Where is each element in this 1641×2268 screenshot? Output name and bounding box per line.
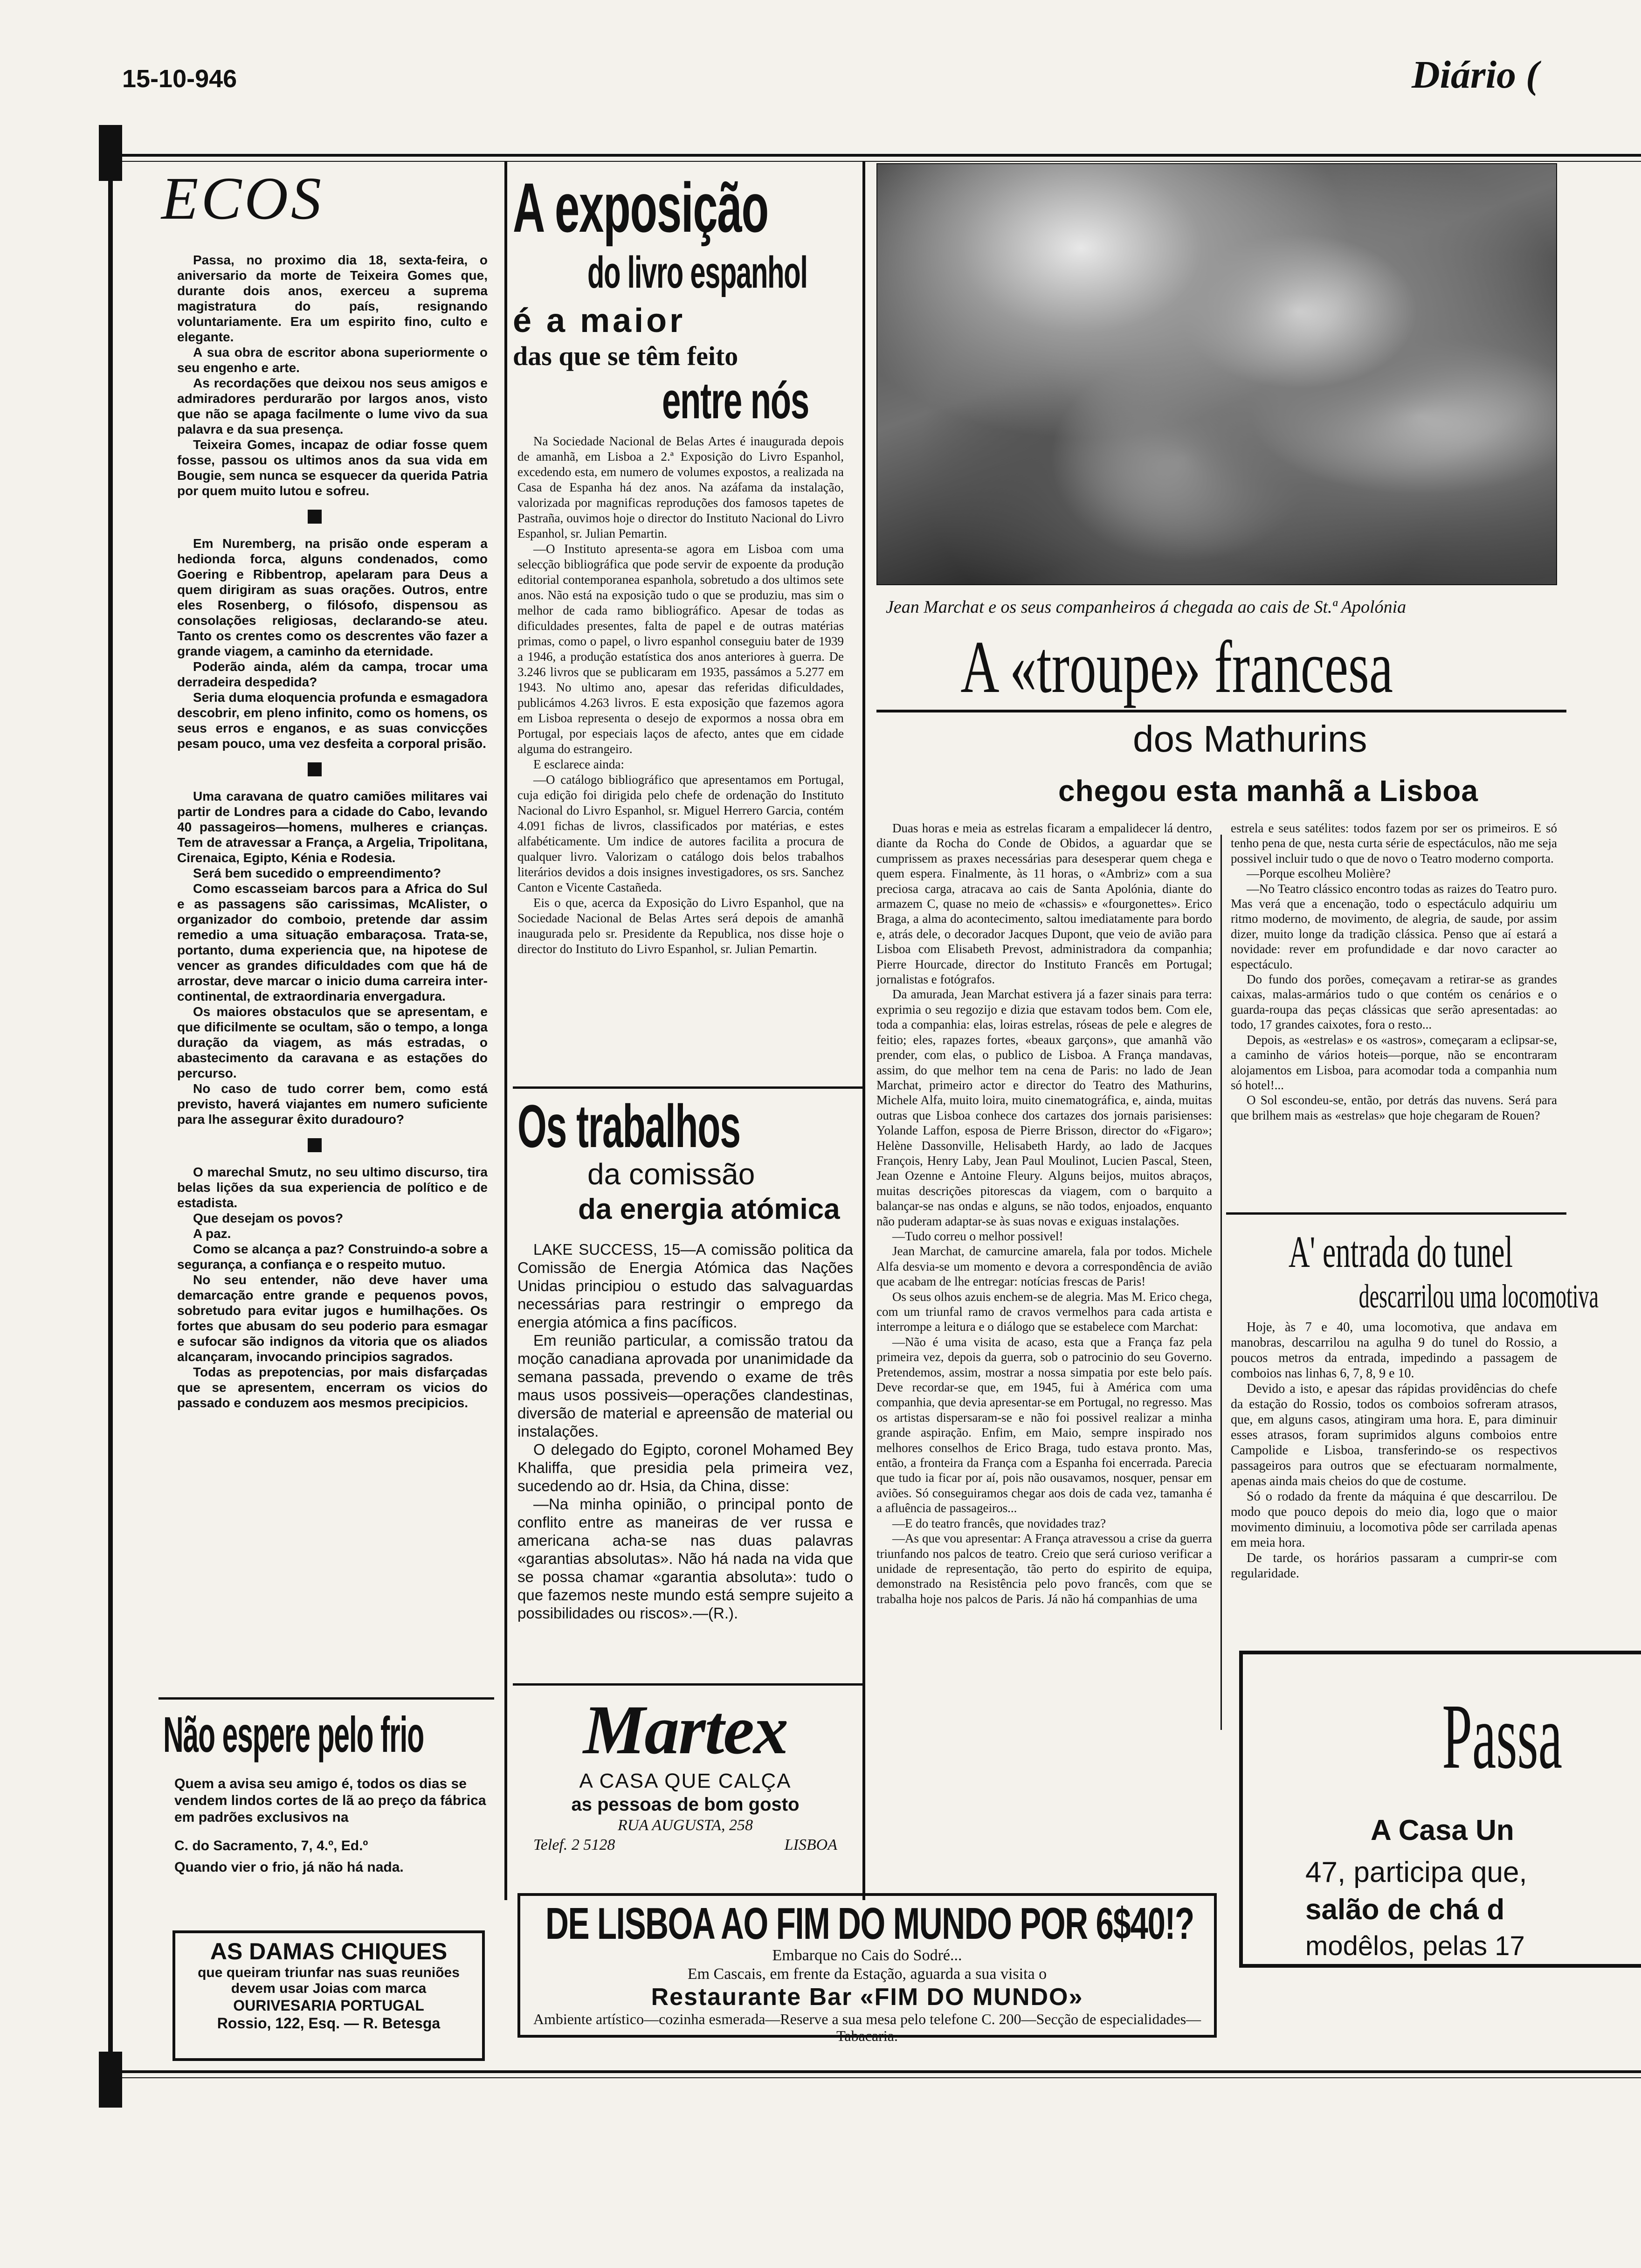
ad-frio-rule-top xyxy=(159,1697,494,1700)
ecos-section-4 xyxy=(135,1164,494,1411)
ecos-p16: Como se alcança a paz? Construindo-a sobre a segurança, a confiança e o respeito mutuo. xyxy=(177,1242,488,1272)
ecos-p11: Os maiores obstaculos que se apresentam, e que dificilmente se ocultam, são o tempo, a longa duração da viagem, as más estradas, o abastecimento da caravana e as estações do percurso. xyxy=(177,1004,488,1080)
ecos-p8: Uma caravana de quatro camiões militares vai partir de Londres para a cidade do Cabo, levando 40 passageiros—homens, mulheres e crianças. Tem de atravessar a França, a Argelia, Tripolitana, Cirenaica, Egipto, Kénia e Rodesia. xyxy=(177,789,488,865)
atomica-p1: LAKE SUCCESS, 15—A comissão politica da Comissão de Energia Atómica das Nações Unidas principiou o estudo das salvaguardas necessárias para restringir o emprego da energia atómica a fins pacíficos. xyxy=(517,1241,853,1331)
atomica-body xyxy=(517,1240,853,1622)
ecos-p14: Que desejam os povos? xyxy=(193,1211,344,1225)
tunel-p2: Devido a isto, e apesar das rápidas providências do chefe da estação do Rossio, todos os comboios sofreram atrasos, que, em alguns casos, atingiram uma hora. E, para diminuir esses atrasos, foram suprimidos alguns comboios entre Campolide e Lisboa, transferindo-se os respectivos passageiros para outros que se efectuaram normalmente, apenas ainda mais cheios do que de costume. xyxy=(1231,1382,1557,1488)
troupe-c2p6: O Sol escondeu-se, então, por detrás das nuvens. Será para que brilhem mais as «estrelas» que hoje chegaram de Rouen? xyxy=(1231,1093,1557,1122)
troupe-c2p3: —No Teatro clássico encontro todas as raizes do Teatro puro. Mas verá que a encenação, todo o espectáculo adquiriu um ritmo moderno, de movimento, de alegria, de saude, por assim dizer, muito longe da tradição clássica. Penso que aí estará a novidade: rever em profundidade e dar novo caracter ao espectáculo. xyxy=(1231,881,1557,971)
ecos-p1: Passa, no proximo dia 18, sexta-feira, o aniversario da morte de Teixeira Gomes que, durante dois anos, exerceu a suprema magistratura do país, resignando voluntariamente. Era um espirito fino, culto e elegante. xyxy=(177,253,488,344)
expo-p3: E esclarece ainda: xyxy=(533,757,624,771)
ad-passa-border-left xyxy=(1239,1651,1243,1968)
atomica-h3: da energia atómica xyxy=(578,1193,840,1225)
atomica-p2: Em reunião particular, a comissão tratou da moção canadiana aprovada por unanimidade da semana passada, prevendo o exame de três maus usos possiveis—operações clandestinas, diversão de material e apreensão de material ou instalações. xyxy=(517,1332,853,1440)
ad-martex-phone: Telef. 2 5128 xyxy=(533,1836,615,1853)
ecos-separator-3 xyxy=(308,1138,322,1152)
ad-damas-brand: OURIVESARIA PORTUGAL xyxy=(233,1997,424,2014)
ecos-p15: A paz. xyxy=(193,1226,231,1241)
ecos-p18: Todas as prepotencias, por mais disfarçadas que se apresentem, encerram os vicios do passado e conduzem aos mesmos precipicios. xyxy=(177,1365,488,1410)
troupe-c1p2: Da amurada, Jean Marchat estivera já a fazer sinais para terra: exprimia o seu regozijo e dizia que estavam todos bem. Com ele, toda a companhia: elas, loiras estrelas, róseas de pele e alegres de feitio; eles, rapazes fortes, «beaux garçons», que amanhã vão prender, com elas, o publico de Lisboa. A França mandavas, assim, do que melhor tem na cena de Paris: no lado de Jean Marchat, primeiro actor e director do Teatro des Mathurins, Michele Alfa, muito loira, muito cinematográfica, e, ainda, muitas outras que Lisboa conhece dos cartazes dos jornais parisienses: Yolande Laffon, esposa de Pierre Brisson, director do «Figaro»; Helène Dassonville, Helisabeth Hardy, ao lado de Jacques François, Henry Laby, Jean Paul Moulinot, Lucien Pascal, Steen, Jean Ozenne e Antoine Fleury. Alguns beijos, muitos abraços, muitas descrições pitorescas da viagem, com o barquito a balançar-se nas ondas e alguns, se não todos, enjoados, enquanto não puderam adaptar-se às suas novas e exiguas instalações. xyxy=(876,987,1212,1228)
troupe-h1: A «troupe» francesa xyxy=(960,625,1393,708)
troupe-c2p5: Depois, as «estrelas» e os «astros», começaram a eclipsar-se, a caminho de vários hoteis—porque, não se encontraram alojamentos em Lisboa, para acomodar toda a companhia num só hotel!... xyxy=(1231,1032,1557,1092)
atomica-h2: da comissão xyxy=(587,1157,755,1191)
tunel-p3: Só o rodado da frente da máquina é que descarrilou. De modo que pouco depois do meio dia, logo que o maior movimento diminuiu, a locomotiva pôde ser carrilada apenas em meia hora. xyxy=(1231,1489,1557,1550)
ad-martex-city: LISBOA xyxy=(784,1836,837,1853)
tunel-p1: Hoje, às 7 e 40, uma locomotiva, que andava em manobras, descarrilou na agulha 9 do tunel do Rossio, a poucos metros da entrada, impedindo a passagem de comboios nas linhas 6, 7, 8, 9 e 10. xyxy=(1231,1320,1557,1381)
header-date: 15-10-946 xyxy=(122,65,237,93)
ad-damas-headline: AS DAMAS CHIQUES xyxy=(210,1938,448,1964)
ecos-p17: No seu entender, não deve haver uma demarcação entre grande e pequenos povos, sobretudo para evitar jugos e humilhações. Os fortes que abusam do seu poderio para esmagar e sufocar são indignos da vitoria que os aliados alcançaram, invocando principios sagrados. xyxy=(177,1272,488,1364)
troupe-c2p1: estrela e seus satélites: todos fazem por ser os primeiros. E só tenho pena de que, nesta curta série de espectáculos, não me seja possivel incluir tudo o que de novo o Teatro moderno comporta. xyxy=(1231,821,1557,865)
atomica-headline-block xyxy=(517,1093,858,1247)
ad-damas-address: Rossio, 122, Esq. — R. Betesga xyxy=(217,2015,441,2032)
atomica-p3: O delegado do Egipto, coronel Mohamed Bey Khaliffa, que presidia pela primeira vez, sucedendo ao dr. Hsia, da China, disse: xyxy=(517,1441,853,1494)
troupe-h3: chegou esta manhã a Lisboa xyxy=(1058,774,1478,808)
troupe-h2: dos Mathurins xyxy=(1133,718,1367,760)
left-margin-bar-bottom xyxy=(99,2052,122,2108)
ad-passa-border-bottom xyxy=(1239,1964,1641,1968)
atomica-p4: —Na minha opinião, o principal ponto de conflito entre as maneiras de ver russa e americana acha-se nas duas palavras «garantias absolutas». Não há nada na vida que se possa chamar «garantia absoluta»: tudo o que fazemos neste mundo está sempre sujeito a possibilidades ou riscos».—(R.). xyxy=(517,1495,853,1622)
bottom-rule xyxy=(122,2070,1641,2073)
col-sep-1 xyxy=(504,161,507,1900)
bottom-rule-thin xyxy=(122,2077,1641,2078)
ad-passa-line1: A Casa Un xyxy=(1371,1814,1514,1846)
ecos-p5: Em Nuremberg, na prisão onde esperam a hedionda forca, alguns condenados, como Goering e Ribbentrop, apelaram para Deus a quem dirigiram as suas orações. Outros, entre eles Rosenberg, o filósofo, dispensou as consolações religiosas, declarando-se ateu. Tanto os crentes como os descrentes vão fazer a grande viagem, a caminho da eternidade. xyxy=(177,536,488,658)
ad-damas xyxy=(172,1930,485,2061)
atomica-h1: Os trabalhos xyxy=(517,1092,740,1160)
left-margin-bar-top xyxy=(99,125,122,181)
ad-fimdomundo-brand: Restaurante Bar «FIM DO MUNDO» xyxy=(651,1984,1083,2011)
tunel-rule-top xyxy=(1226,1212,1566,1215)
expo-h1: A exposição xyxy=(513,168,768,247)
troupe-c1p8: —As que vou apresentar: A França atravessou a crise da guerra triunfando nos palcos de teatro. Creio que será curioso verificar a unidade de representação, tão perto do espirito de equipa, demonstrado na Resistência pelo povo francês, com que se trabalha hoje nos palcos de Paris. Já não há companhias de uma xyxy=(876,1531,1212,1606)
ad-passa-border-top xyxy=(1239,1651,1641,1654)
troupe-c1p5: Os seus olhos azuis enchem-se de alegria. Mas M. Erico chega, com um triunfal ramo de cravos vermelhos para cada artista e interrompe a leitura e o diálogo que se estabelece com Marchat: xyxy=(876,1289,1212,1334)
troupe-c1p7: —E do teatro francês, que novidades traz? xyxy=(892,1516,1106,1530)
ad-passa xyxy=(1231,1651,1641,1968)
expo-h4: das que se têm feito xyxy=(513,341,738,371)
ad-passa-line2: 47, participa que, xyxy=(1305,1856,1527,1888)
ad-martex-line2: as pessoas de bom gosto xyxy=(571,1794,800,1815)
expo-h3: é a maior xyxy=(513,302,686,339)
ecos-separator-2 xyxy=(308,762,322,776)
troupe-c2p4: Do fundo dos porões, começavam a retirar-se as grandes caixas, malas-armários tudo o que contém os cenários e o guarda-roupa das peças clássicas que serão apresentadas: ao todo, 17 grandes caixotes, fora o resto... xyxy=(1231,972,1557,1032)
expo-h5: entre nós xyxy=(662,372,809,429)
tunel-h1: A' entrada do tunel xyxy=(1288,1227,1513,1277)
top-rule xyxy=(122,154,1641,157)
ad-fimdomundo-line3: Ambiente artístico—cozinha esmerada—Reserve a sua mesa pelo telefone C. 200—Secção de especialidades—Tabacaria. xyxy=(533,2011,1201,2044)
tunel-body xyxy=(1231,1320,1557,1581)
col-sep-2 xyxy=(862,161,865,1900)
atomica-rule-top xyxy=(513,1086,862,1089)
ad-passa-line3: salão de chá d xyxy=(1305,1894,1505,1926)
ad-fimdomundo-headline: DE LISBOA AO FIM DO MUNDO POR 6$40!? xyxy=(545,1899,1194,1949)
expo-p5: Eis o que, acerca da Exposição do Livro Espanhol, que na Sociedade Nacional de Belas Artes será depois de amanhã inaugurada pelo sr. Presidente da Republica, nos disse hoje o director do Instituto do Livro Espanhol, sr. Julian Pemartin. xyxy=(517,896,844,956)
ecos-p7: Seria duma eloquencia profunda e esmagadora descobrir, em pleno infinito, como os homens, os seus erros e enganos, e as suas convicções pesam pouco, uma vez desfeita a corporal prisão. xyxy=(177,690,488,751)
expo-body xyxy=(517,434,844,957)
left-margin-rule xyxy=(108,181,113,2069)
expo-p1: Na Sociedade Nacional de Belas Artes é inaugurada depois de amanhã, em Lisboa a 2.ª Exposição do Livro Espanhol, excedendo esta, em numero de volumes expostos, a realizada na Casa de Espanha há dez anos. Na azáfama da instalação, valorizada por magnificas reproduções dos famosos tapetes de Pastraña, ouvimos hoje o director do Instituto Nacional do Livro Espanhol, sr. Julian Pemartin. xyxy=(517,434,844,540)
ad-fimdomundo-line2: Em Cascais, em frente da Estação, aguarda a sua visita o xyxy=(687,1965,1047,1983)
ad-frio-body: Quem a avisa seu amigo é, todos os dias se vendem lindos cortes de lã ao preço da fábrica em padrões exclusivos na xyxy=(174,1776,486,1825)
arrival-photo xyxy=(876,163,1557,585)
ecos-section-3 xyxy=(135,788,494,1127)
ecos-p3: As recordações que deixou nos seus amigos e admiradores perdurarão por largos anos, visto que não se apaga facilmente o lume vivo da sua palavra e da sua presença. xyxy=(177,376,488,436)
troupe-c1p4: Jean Marchat, de camurcine amarela, fala por todos. Michele Alfa desvia-se um momento e devora a correspondência de avião que acabam de lhe entregar: notícias frescas de Paris! xyxy=(876,1244,1212,1289)
troupe-c1p3: —Tudo correu o melhor possivel! xyxy=(892,1229,1063,1243)
expo-headline-block xyxy=(513,168,858,429)
expo-p4: —O catálogo bibliográfico que apresentamos em Portugal, cuja edição foi dirigida pelo chefe de ordenação do Instituto Nacional do Livro Espanhol, sr. Miguel Herrero Garcia, contém 4.091 fichas de livros, classificados por matérias, e estes alfabéticamente. Um indice de autores facilita a procura de qualquer livro. Valorizam o catálogo dois belos trabalhos literários devidos a dois insignes investigadores, os srs. Sanchez Canton e Vicente Castañeda. xyxy=(517,773,844,894)
ad-martex-brand: Martex xyxy=(583,1691,787,1769)
troupe-c1p6: —Não é uma visita de acaso, esta que a França faz pela primeira vez, depois da guerra, sob o patrocinio do seu Governo. Pretendemos, assim, mostrar a nossa simpatia por este belo país. Deve recordar-se que, em 1945, fui à América com uma companhia, que devia apresentar-se em Portugal, no regresso. Mas os artistas dispersaram-se e não foi possivel realizar a minha grande aspiração. Enfim, em Maio, sempre inspirado nos melhores conselhos de Erico Braga, tudo estava pronto. Mas, então, a fronteira da França com a Espanha foi encerrada. Parecia que tudo ia ficar por aí, pois não ousavamos, nosquer, pensar em aviões. Só conseguiramos chegar aos dois de cada vez, tamanha é a afluência de passageiros... xyxy=(876,1335,1212,1515)
ad-passa-line4: modêlos, pelas 17 xyxy=(1305,1931,1525,1961)
ecos-p9: Será bem sucedido o empreendimento? xyxy=(193,866,441,880)
ecos-separator-1 xyxy=(308,510,322,524)
ecos-p2: A sua obra de escritor abona superiormente o seu engenho e arte. xyxy=(177,345,488,375)
ecos-section-2 xyxy=(135,536,494,751)
ad-martex xyxy=(522,1693,848,1870)
ad-frio-headline: Não espere pelo frio xyxy=(163,1706,424,1763)
ad-frio xyxy=(163,1707,494,1875)
tunel-p4: De tarde, os horários passaram a cumprir-se com regularidade. xyxy=(1231,1551,1557,1581)
troupe-c1p1: Duas horas e meia as estrelas ficaram a empalidecer lá dentro, diante da Rocha do Conde de Obidos, a aguardar que se cumprissem as praxes necessárias para desesperar quem chega e quem espera. Finalmente, às 11 horas, o «Ambriz» com a sua preciosa carga, atracava ao cais de Santa Apolónia, diante do armazem C, quase no meio de «chassis» e «fourgonettes». Erico Braga, a alma do acontecimento, saltou imediatamente para bordo e, atrás dele, o decorador Jacques Dupont, que veio de avião para Lisboa com Elisabeth Prevost, administradora da companhia; Pierre Hourcade, director do Instituto Francês em Portugal; jornalistas e fotógrafos. xyxy=(876,821,1212,987)
tunel-h2: descarrilou uma locomotiva xyxy=(1358,1278,1599,1315)
ecos-p4: Teixeira Gomes, incapaz de odiar fosse quem fosse, passou os ultimos anos da sua vida em Bougie, sem nunca se esquecer da querida Patria por quem muito lutou e sofreu. xyxy=(177,437,488,498)
ecos-p13: O marechal Smutz, no seu ultimo discurso, tira belas lições da sua experiencia de político e de estadista. xyxy=(177,1165,488,1210)
troupe-body-col1 xyxy=(876,821,1212,1606)
ad-damas-body: que queiram triunfar nas suas reuniões devem usar Joias com marca xyxy=(198,1965,460,1996)
troupe-body-col2 xyxy=(1231,821,1557,1123)
ecos-p10: Como escasseiam barcos para a Africa do Sul e as passagens são carissimas, McAlister, o organizador do comboio, pretende dar assim remedio a uma situação embaraçosa. Trata-se, portanto, duma experiencia que, na hipotese de vencer as grandes dificuldades com que há de arrostar, deve marcar o inicio duma carreira inter-continental, de extraordinaria envergadura. xyxy=(177,881,488,1003)
ecos-title: ECOS xyxy=(161,165,324,232)
ecos-column xyxy=(135,161,494,1411)
expo-h2: do livro espanhol xyxy=(587,248,807,297)
ad-martex-line1: A CASA QUE CALÇA xyxy=(579,1770,792,1792)
photo-caption: Jean Marchat e os seus companheiros á chegada ao cais de St.ª Apolónia xyxy=(886,597,1407,617)
masthead: Diário ( xyxy=(1412,53,1539,97)
ad-passa-headline: Passa xyxy=(1442,1685,1563,1788)
ad-martex-address: RUA AUGUSTA, 258 xyxy=(618,1817,753,1834)
troupe-rule xyxy=(876,710,1566,712)
troupe-c2p2: —Porque escolheu Molière? xyxy=(1247,866,1391,881)
col-sep-3 xyxy=(1220,835,1222,1730)
ad-fimdomundo-line1: Embarque no Cais do Sodré... xyxy=(772,1947,962,1964)
expo-p2: —O Instituto apresenta-se agora em Lisboa com uma selecção bibliográfica que pode servir de expoente da produção editorial contemporanea espanhola, sobretudo a dos ultimos sete anos. Não está na exposição tudo o que se produziu, mas sim o melhor de cada ramo bibliográfico. Apesar de todas as dificuldades presentes, falta de papel e de outras matérias primas, como o papel, o livro espanhol conseguiu bater de 1939 a 1946, a produção estatística dos anos anteriores à guerra. De 3.246 livros que se publicaram em 1935, passámos a 5.277 em 1943. No ultimo ano, apesar das referidas dificuldades, publicámos 4.263 livros. E esta exposição que fazemos agora em Lisboa representa o desejo de expormos a nossa obra em Portugal, por especiais laços de afecto, antes que em cidade alguma do estrangeiro. xyxy=(517,542,844,756)
ad-fimdomundo xyxy=(517,1893,1217,2044)
ad-martex-rule-top xyxy=(513,1683,862,1686)
ecos-p12: No caso de tudo correr bem, como está previsto, haverá viajantes em numero suficiente para lhe assegurar êxito duradouro? xyxy=(177,1081,488,1127)
ecos-p6: Poderão ainda, além da campa, trocar uma derradeira despedida? xyxy=(177,659,488,689)
ad-frio-tagline: Quando vier o frio, já não há nada. xyxy=(174,1860,404,1875)
ad-frio-address: C. do Sacramento, 7, 4.º, Ed.º xyxy=(174,1838,368,1853)
ecos-section-1 xyxy=(135,252,494,498)
